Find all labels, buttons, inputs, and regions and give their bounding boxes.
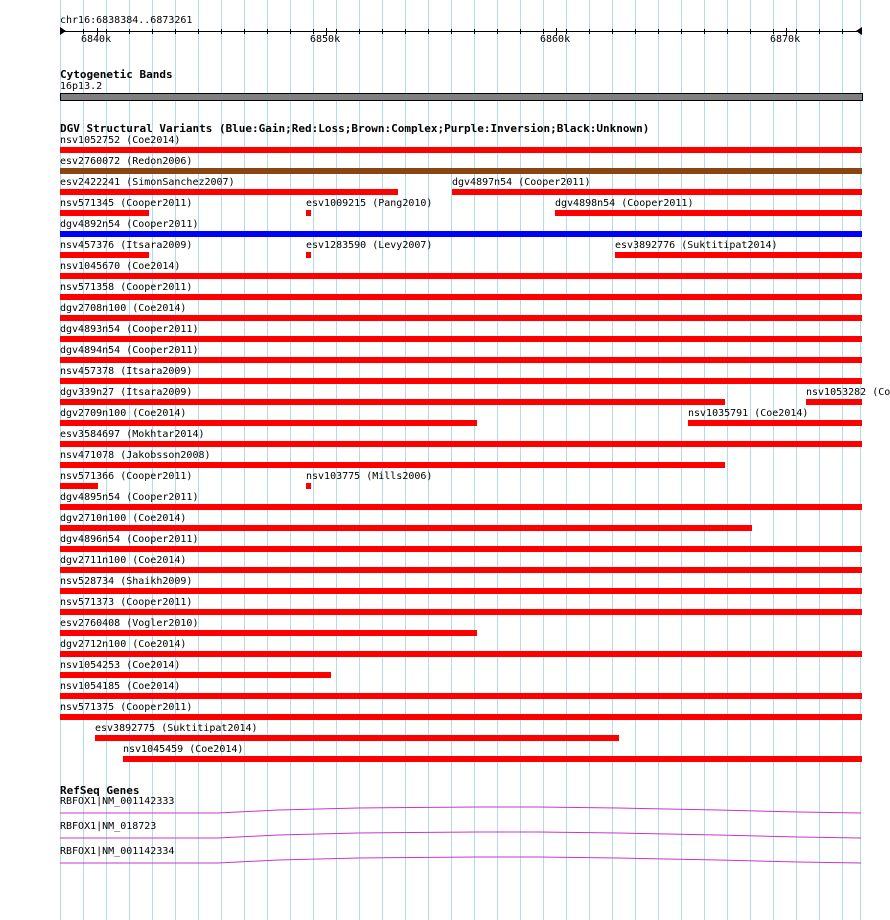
variant-bar[interactable] (60, 378, 862, 384)
grid-line (451, 0, 452, 920)
variant-label[interactable]: nsv571373 (Cooper2011) (60, 597, 193, 608)
grid-line (497, 0, 498, 920)
ruler-minor-tick (244, 29, 245, 34)
variant-bar[interactable] (60, 630, 477, 636)
variant-bar[interactable] (60, 441, 862, 447)
ruler-minor-tick (198, 29, 199, 34)
ruler-minor-tick (221, 29, 222, 34)
variant-bar[interactable] (60, 252, 149, 258)
gene-label[interactable]: RBFOX1|NM_001142334 (60, 846, 175, 857)
variant-bar[interactable] (60, 420, 477, 426)
gene-model[interactable] (58, 855, 868, 865)
grid-line (267, 0, 268, 920)
cytoband-track-title: Cytogenetic Bands (60, 68, 173, 81)
variant-label[interactable]: esv3584697 (Mokhtar2014) (60, 429, 205, 440)
ruler-minor-tick (842, 29, 843, 34)
variant-label[interactable]: esv2760072 (Redon2006) (60, 156, 193, 167)
ruler-minor-tick (267, 29, 268, 34)
grid-line (727, 0, 728, 920)
variant-bar[interactable] (60, 693, 862, 699)
variant-label[interactable]: dgv4896n54 (Cooper2011) (60, 534, 199, 545)
grid-line (635, 0, 636, 920)
gene-model[interactable] (58, 830, 868, 840)
variant-label[interactable]: nsv571366 (Cooper2011) (60, 471, 193, 482)
gene-label[interactable]: RBFOX1|NM_001142333 (60, 796, 175, 807)
variant-label[interactable]: esv3892775 (Suktitipat2014) (95, 723, 258, 734)
grid-line (382, 0, 383, 920)
ruler-minor-tick (428, 29, 429, 34)
ruler-minor-tick (129, 29, 130, 34)
ruler-tick-label: 6850k (310, 34, 341, 45)
ruler-minor-tick (727, 29, 728, 34)
variant-bar[interactable] (60, 651, 862, 657)
variant-label[interactable]: nsv1054185 (Coe2014) (60, 681, 181, 692)
grid-line (221, 0, 222, 920)
variant-label[interactable]: nsv471078 (Jakobsson2008) (60, 450, 211, 461)
variant-bar[interactable] (60, 357, 862, 363)
grid-line (336, 0, 337, 920)
ruler-minor-tick (589, 29, 590, 34)
variant-bar[interactable] (60, 399, 725, 405)
ruler-minor-tick (612, 29, 613, 34)
ruler-minor-tick (382, 29, 383, 34)
ruler-minor-tick (819, 29, 820, 34)
variant-label[interactable]: nsv1045459 (Coe2014) (123, 744, 244, 755)
variant-bar[interactable] (60, 504, 862, 510)
ruler-minor-tick (405, 29, 406, 34)
gene-line (60, 857, 861, 863)
gene-line (60, 807, 861, 813)
grid-line (543, 0, 544, 920)
variant-bar[interactable] (60, 714, 862, 720)
variant-bar[interactable] (60, 672, 331, 678)
variant-label[interactable]: dgv2712n100 (Coe2014) (60, 639, 187, 650)
variant-bar[interactable] (60, 483, 98, 489)
grid-line (773, 0, 774, 920)
variant-label[interactable]: dgv2708n100 (Coe2014) (60, 303, 187, 314)
variant-label[interactable]: esv1283590 (Levy2007) (306, 240, 433, 251)
variant-bar[interactable] (60, 462, 725, 468)
ruler-minor-tick (359, 29, 360, 34)
grid-line (589, 0, 590, 920)
variant-label[interactable]: dgv2709n100 (Coe2014) (60, 408, 187, 419)
ruler-right-arrow (856, 27, 862, 35)
variant-label[interactable]: dgv339n27 (Itsara2009) (60, 387, 193, 398)
grid-line (313, 0, 314, 920)
gene-label[interactable]: RBFOX1|NM_018723 (60, 821, 157, 832)
ruler-minor-tick (60, 29, 61, 34)
grid-line (428, 0, 429, 920)
ruler-minor-tick (704, 29, 705, 34)
variant-label[interactable]: dgv4894n54 (Cooper2011) (60, 345, 199, 356)
variant-label[interactable]: dgv2711n100 (Coe2014) (60, 555, 187, 566)
grid-line (405, 0, 406, 920)
variant-bar[interactable] (688, 420, 862, 426)
variant-bar[interactable] (60, 294, 862, 300)
variant-bar[interactable] (555, 210, 862, 216)
ruler-tick-label: 6840k (81, 34, 112, 45)
ruler-tick-label: 6860k (540, 34, 571, 45)
grid-line (359, 0, 360, 920)
variant-bar[interactable] (60, 273, 862, 279)
variant-label[interactable]: nsv1045670 (Coe2014) (60, 261, 181, 272)
variant-label[interactable]: nsv528734 (Shaikh2009) (60, 576, 193, 587)
ruler-minor-tick (474, 29, 475, 34)
grid-line (750, 0, 751, 920)
grid-line (796, 0, 797, 920)
grid-line (658, 0, 659, 920)
variant-bar[interactable] (60, 189, 398, 195)
variant-label[interactable]: esv3892776 (Suktitipat2014) (615, 240, 778, 251)
ruler-minor-tick (658, 29, 659, 34)
variant-label[interactable]: dgv4898n54 (Cooper2011) (555, 198, 694, 209)
variant-bar[interactable] (60, 567, 862, 573)
ruler-axis (60, 31, 861, 32)
grid-line (842, 0, 843, 920)
variant-label[interactable]: dgv4893n54 (Cooper2011) (60, 324, 199, 335)
ruler-minor-tick (175, 29, 176, 34)
ruler-minor-tick (520, 29, 521, 34)
region-label: chr16:6838384..6873261 (60, 15, 193, 26)
variant-label[interactable]: esv2760408 (Vogler2010) (60, 618, 199, 629)
grid-line (566, 0, 567, 920)
variant-bar[interactable] (306, 252, 311, 258)
variant-label[interactable]: esv2422241 (SimonSanchez2007) (60, 177, 235, 188)
grid-line (612, 0, 613, 920)
ruler-minor-tick (497, 29, 498, 34)
variant-bar[interactable] (306, 483, 311, 489)
dgv-track-title: DGV Structural Variants (Blue:Gain;Red:Loss;Brown:Complex;Purple:Inversion;Black:Unknown) (60, 122, 650, 135)
variant-bar[interactable] (60, 315, 862, 321)
grid-line (474, 0, 475, 920)
variant-label[interactable]: nsv571358 (Cooper2011) (60, 282, 193, 293)
grid-line (819, 0, 820, 920)
variant-bar[interactable] (60, 609, 862, 615)
variant-label[interactable]: esv1009215 (Pang2010) (306, 198, 433, 209)
refseq-track-title: RefSeq Genes (60, 784, 140, 797)
variant-bar[interactable] (806, 399, 862, 405)
variant-bar[interactable] (306, 210, 311, 216)
ruler-tick-label: 6870k (770, 34, 801, 45)
variant-bar[interactable] (60, 210, 149, 216)
gene-model[interactable] (58, 805, 868, 815)
grid-line (290, 0, 291, 920)
variant-label[interactable]: nsv1035791 (Coe2014) (688, 408, 809, 419)
grid-line (520, 0, 521, 920)
variant-label[interactable]: dgv4892n54 (Cooper2011) (60, 219, 199, 230)
grid-line (860, 0, 861, 920)
variant-bar[interactable] (60, 336, 862, 342)
variant-bar[interactable] (452, 189, 862, 195)
variant-label[interactable]: dgv4895n54 (Cooper2011) (60, 492, 199, 503)
variant-bar[interactable] (60, 525, 752, 531)
grid-line (681, 0, 682, 920)
variant-label[interactable]: nsv1054253 (Coe2014) (60, 660, 181, 671)
gene-line (60, 832, 861, 838)
variant-bar[interactable] (615, 252, 862, 258)
variant-bar[interactable] (60, 231, 862, 237)
cytoband-label[interactable]: 16p13.2 (60, 81, 103, 92)
ruler-minor-tick (681, 29, 682, 34)
variant-bar[interactable] (95, 735, 619, 741)
variant-bar[interactable] (60, 168, 862, 174)
ruler-minor-tick (290, 29, 291, 34)
variant-label[interactable]: nsv457378 (Itsara2009) (60, 366, 193, 377)
variant-label[interactable]: nsv1052752 (Coe2014) (60, 135, 181, 146)
variant-bar[interactable] (60, 546, 862, 552)
variant-label[interactable]: dgv4897n54 (Cooper2011) (452, 177, 591, 188)
variant-label[interactable]: dgv2710n100 (Coe2014) (60, 513, 187, 524)
variant-bar[interactable] (60, 588, 862, 594)
variant-bar[interactable] (123, 756, 862, 762)
grid-line (704, 0, 705, 920)
grid-line (244, 0, 245, 920)
variant-bar[interactable] (60, 147, 862, 153)
variant-label[interactable]: nsv103775 (Mills2006) (306, 471, 433, 482)
variant-label[interactable]: nsv571345 (Cooper2011) (60, 198, 193, 209)
ruler-minor-tick (451, 29, 452, 34)
ruler-minor-tick (635, 29, 636, 34)
variant-label[interactable]: nsv1053282 (Co (806, 387, 890, 398)
ruler-minor-tick (152, 29, 153, 34)
cytoband-bar[interactable] (60, 93, 863, 101)
ruler-minor-tick (750, 29, 751, 34)
variant-label[interactable]: nsv571375 (Cooper2011) (60, 702, 193, 713)
variant-label[interactable]: nsv457376 (Itsara2009) (60, 240, 193, 251)
